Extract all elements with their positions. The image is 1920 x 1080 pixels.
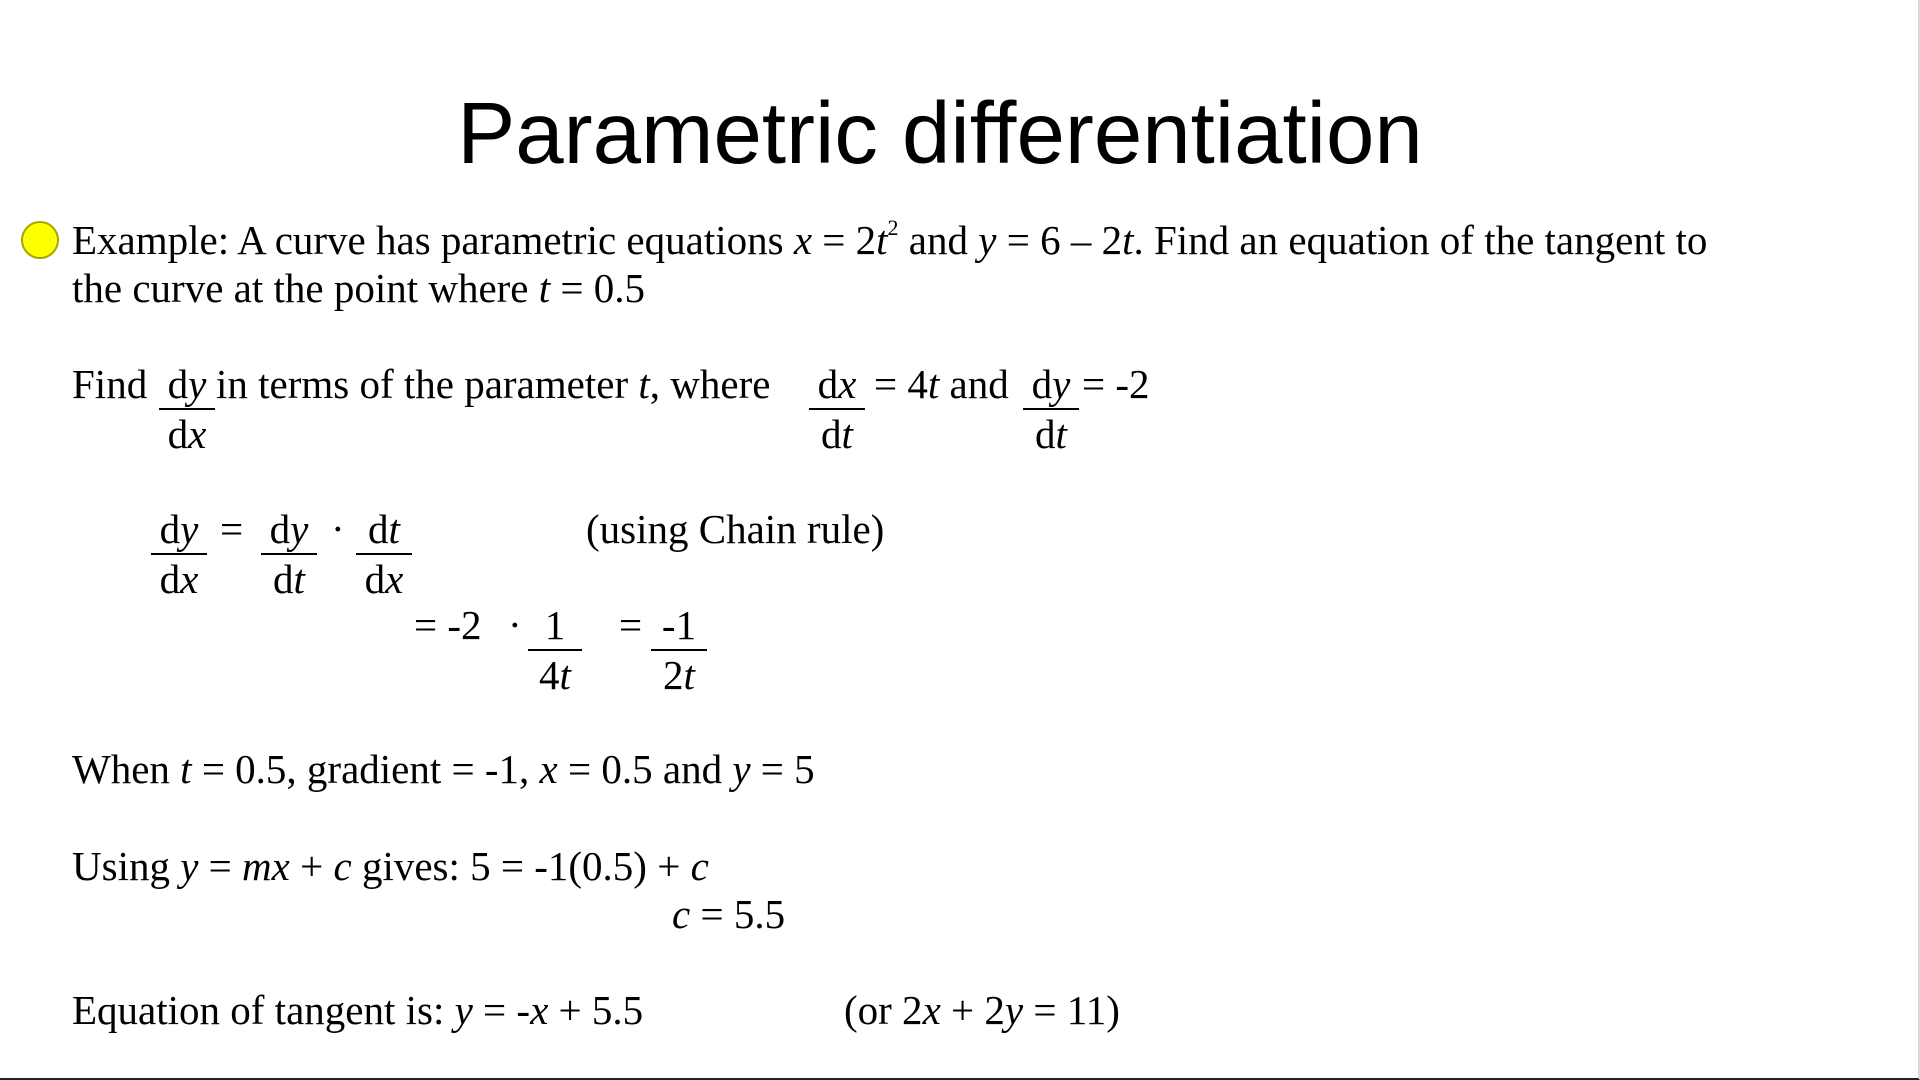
c-result: c = 5.5 [672,891,786,937]
example-line-1: Example: A curve has parametric equations $x = 2t^2$ and y = 6 – 2t. Find an equation of the tangent to [72,215,1708,263]
find-lead: Find [72,361,148,407]
fraction-dy-dt-2: dy dt [261,505,317,603]
step2-lead: = -2 [414,602,482,648]
fraction-dt-dx: dt dx [356,505,412,603]
fraction-1-over-4t: 1 4t [528,601,582,699]
dxdt-value: = 4t and [874,361,1009,407]
chain-equals: = [220,506,244,552]
bullet-circle-icon [21,221,59,259]
step2-equals: = [619,602,643,648]
slide-title: Parametric differentiation [457,85,1423,182]
fraction-dx-dt: dx dt [809,360,865,458]
dydt-value: = -2 [1082,361,1150,407]
when-line: When t = 0.5, gradient = -1, x = 0.5 and y = 5 [72,746,815,792]
step2-dot: · [508,602,522,648]
chain-dot: · [331,506,345,552]
fraction-dy-dt-1: dy dt [1023,360,1079,458]
tangent-alternative: (or 2x + 2y = 11) [844,987,1120,1033]
find-middle: in terms of the parameter t, where [216,361,771,407]
example-line-2: the curve at the point where t = 0.5 [72,265,646,311]
fraction-dy-dx-1: dy dx [159,360,215,458]
fraction-minus1-over-2t: -1 2t [651,601,707,699]
tangent-equation: Equation of tangent is: y = -x + 5.5 [72,987,644,1033]
chain-rule-note: (using Chain rule) [586,506,885,552]
using-line: Using y = mx + c gives: 5 = -1(0.5) + c [72,843,709,889]
fraction-dy-dx-2: dy dx [151,505,207,603]
